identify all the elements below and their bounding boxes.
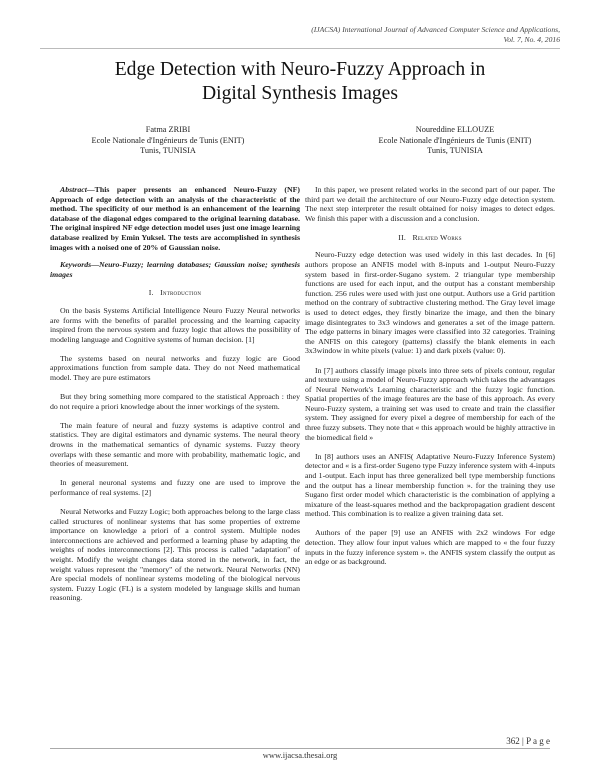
- paper-title: [40, 58, 560, 106]
- right-column: [305, 185, 555, 576]
- paragraph: The main feature of neural and fuzzy systems is adaptive control and statistics. They are digital estimators and dynamic systems. The neural theory drowns in the mathematical semantics of dynamic systems. Fuzzy theory overlaps with these semantic and more with probability, mathematic logic, and theories of measurement.: [50, 420, 300, 469]
- section-title: Related Works: [412, 232, 462, 242]
- title-line1: Edge Detection with Neuro-Fuzzy Approach in: [114, 59, 486, 80]
- paragraph: In general neuronal systems and fuzzy one are used to improve the performance of real systems. [2]: [50, 478, 300, 497]
- paragraph: In this paper, we present related works in the second part of our paper. The third part we detail the architecture of our Neuro-Fuzzy edge detection system. The next step interpreter the result obtained for noisy images to detect edges. We finish this paper with a discussion and a conclusion.: [305, 185, 555, 223]
- author-block-2: [335, 125, 575, 157]
- header-rule: [40, 48, 560, 49]
- paragraph: The systems based on neural networks and fuzzy logic are Good approximations function from sample data. They do not Need mathematical model. They are pure estimators: [50, 353, 300, 382]
- paragraph: On the basis Systems Artificial Intelligence Neuro Fuzzy Neural networks are forms with the benefits of parallel processing and the learning capacity inspired from the nervous system and fuzzy logic that allows the possibility of modeling language and Cognitive systems of human decision. [1]: [50, 305, 300, 344]
- abstract: [50, 185, 300, 252]
- section-number: II.: [398, 232, 407, 242]
- author-name: Noureddine ELLOUZE: [415, 125, 495, 134]
- paragraph: But they bring something more compared to the statistical Approach : they do not require a priori knowledge about the inner workings of the system.: [50, 392, 300, 411]
- title-line2: Digital Synthesis Images: [202, 83, 398, 104]
- journal-header-line2: Vol. 7, No. 4, 2016: [503, 34, 560, 44]
- paragraph: Neural Networks and Fuzzy Logic; both approaches belong to the large class called structures of nonlinear systems that has some properties of extreme importance on knowledge a priori of a control system. Multiple nodes interconnections are achieved and performed a learning phase by adapting the weights of nodes interconnections [2]. This process is called "adaptation" of weight. Modify the weight changes data stored in the network, in fact, the weight values represent the "memory" of the network. Neural Networks (NN) Are special models of nonlinear systems modeling of the biological nervous system. Fuzzy Logic (FL) is a system modeled by language skills and human reasoning.: [50, 506, 300, 603]
- paragraph: Authors of the paper [9] use an ANFIS with 2x2 windows For edge detection. They allow four input values which are mapped to « the four fuzzy inputs in the fuzzy inference system ». the ANFIS system classify the output as an edge or as background.: [305, 528, 555, 567]
- journal-header: [311, 25, 560, 44]
- paragraph: In [8] authors uses an ANFIS( Adaptative Neuro-Fuzzy Inference System) detector and « is a first-order Sugeno type Fuzzy inference system with 4-inputs and 1-output. Each input has three generalized bell type membership functions and the output has a linear membership function ». for the training they use Sugano first order model which characteristic is the combination of applying a mixature of the least-squares method and the backpropagation gradient descent method. This combination is to realize a given training data set.: [305, 451, 555, 519]
- footer-rule: [50, 748, 550, 749]
- abstract-text: —This paper presents an enhanced Neuro-Fuzzy (NF) Approach of edge detection with an analysis of the characteristic of the method. The specificity of our method is an enhancement of the learning database of the diagonal edges compared to the original learning database. The original inspired NF edge detection model uses just one image learning database realized by Emin Yuksel. The tests are accomplished in synthesis images with a noised one of 20% of Gaussian noise.: [50, 185, 300, 252]
- left-column: [50, 185, 300, 612]
- author-affiliation: Ecole Nationale d'Ingénieurs de Tunis (ENIT): [91, 135, 245, 145]
- author-location: Tunis, TUNISIA: [140, 146, 196, 156]
- keywords: Keywords—Neuro-Fuzzy; learning databases; Gaussian noise; synthesis images: [50, 260, 300, 279]
- section-heading-related-works: [305, 233, 555, 243]
- author-block-1: [48, 125, 288, 157]
- journal-header-line1: (IJACSA) International Journal of Advanced Computer Science and Applications,: [311, 25, 560, 34]
- section-heading-introduction: [50, 288, 300, 298]
- author-affiliation: Ecole Nationale d'Ingénieurs de Tunis (ENIT): [378, 135, 532, 145]
- author-name: Fatma ZRIBI: [145, 125, 191, 134]
- section-title: Introduction: [160, 288, 202, 298]
- abstract-label: Abstract: [60, 185, 87, 194]
- page-number: 362 | P a g e: [506, 736, 550, 746]
- paragraph: In [7] authors classify image pixels into three sets of pixels contour, regular and texture using a model of Neuro-Fuzzy approach which takes the advantages of Neural Network's Learning characteristic and the fuzzy logic function. Spatial properties of the image features are the base of this approach. As every Neuro-Fuzzy system, a training set was used to create and train the classifier system. They assigned for every pixel a degree of membership for each of the three fuzzy subsets. They note that « this approach would be highly attractive in the biomedical field »: [305, 365, 555, 442]
- footer-url: www.ijacsa.thesai.org: [262, 750, 338, 760]
- author-location: Tunis, TUNISIA: [427, 146, 483, 156]
- paragraph: Neuro-Fuzzy edge detection was used widely in this last decades. In [6] authors propose an ANFIS model with 8-inputs and 1-output Neuro-Fuzzy system based in first-order-Sugano system. 2 triangular type membership functions are used for each input, and the output has a constant membership function. 256 rules were used with just one output. Authors use a Grid partition method on the contrary of subtractive clustering method. The Gray level image is used to detect edges, they firstly binarize the image, and then the binary image disintegrates to 3x3 windows and generates a set of the image pattern. The edge patterns in binary images were classified into 32 categories. Training the ANFIS on this category (patterns) classify the blank elements in each 3x3window in white pixels (value: 1) and dark pixels (value: 0).: [305, 250, 555, 356]
- section-number: I.: [148, 288, 154, 298]
